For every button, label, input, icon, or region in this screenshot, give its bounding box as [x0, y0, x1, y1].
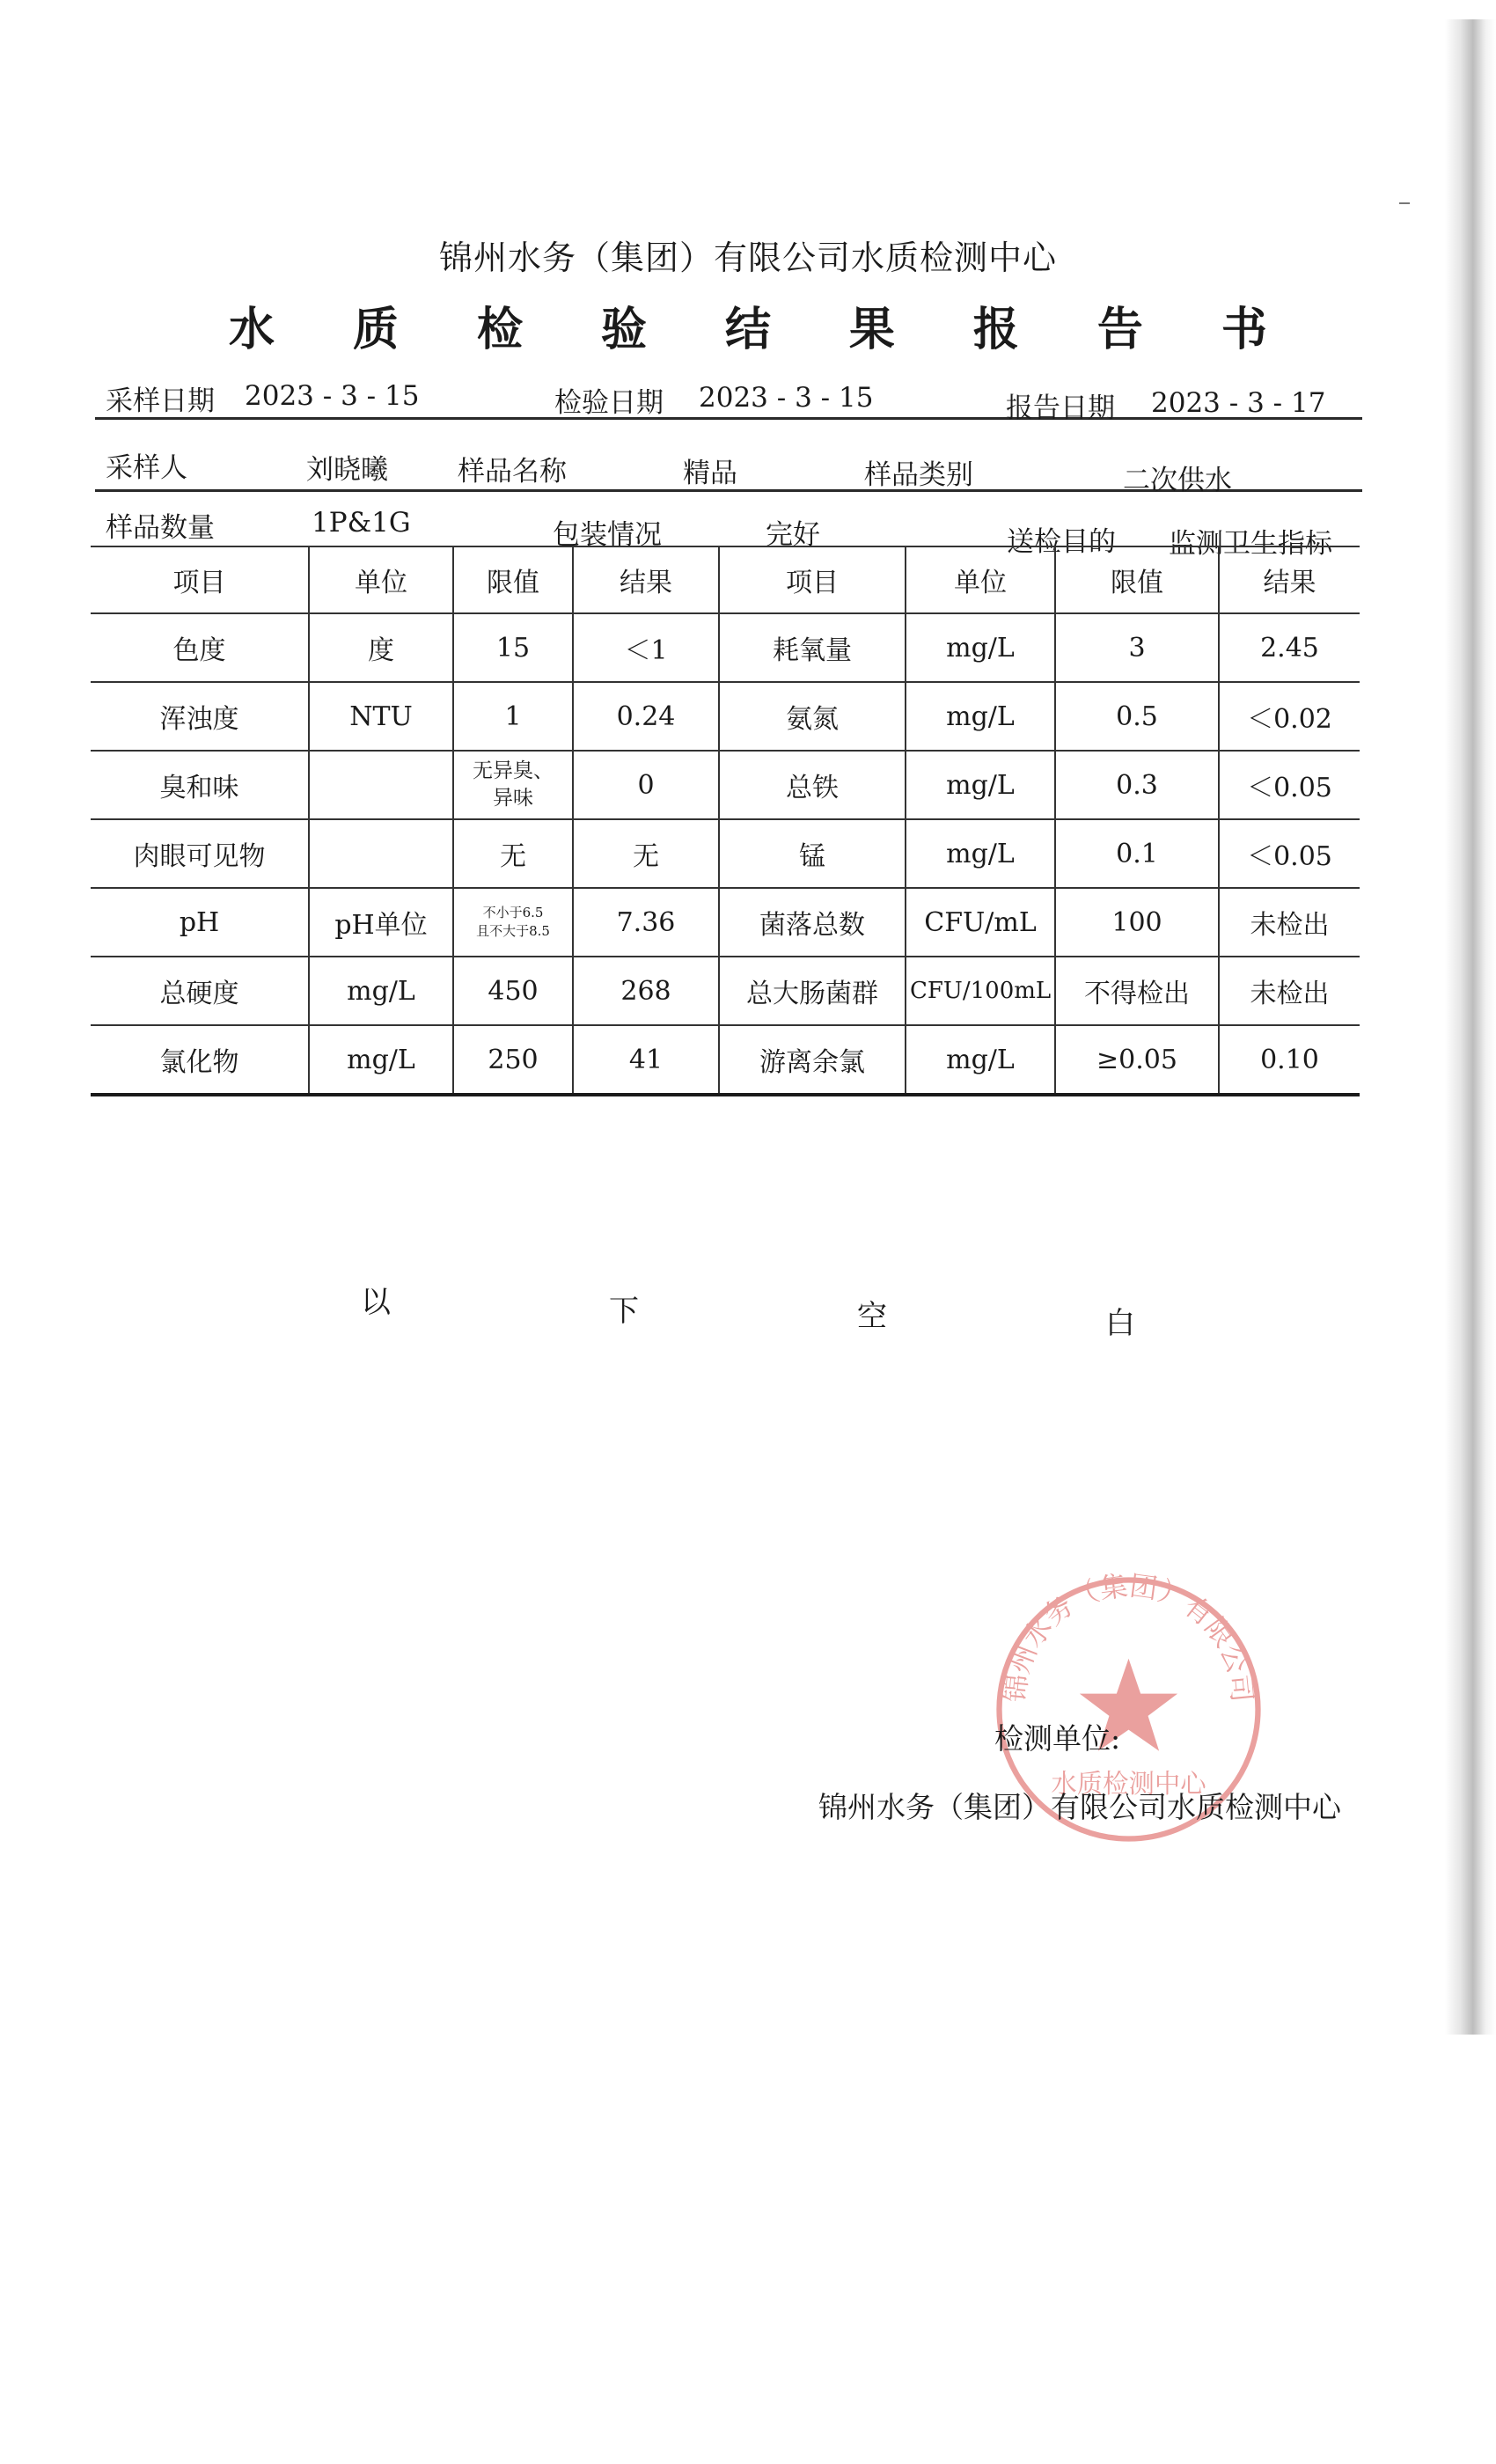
header-item: 项目 — [719, 546, 906, 613]
sample-name-label: 样品名称 — [458, 456, 567, 488]
doc-title-char: 质 — [352, 302, 399, 356]
unit — [309, 819, 453, 888]
item: 总铁 — [719, 751, 906, 819]
limit: 15 — [453, 613, 573, 682]
table-row — [91, 751, 1360, 819]
header-result: 结果 — [573, 546, 719, 613]
result: 无 — [573, 819, 719, 888]
limit: 0.1 — [1055, 819, 1219, 888]
quantity: 1P&1G — [312, 507, 411, 539]
doc-title-char: 水 — [229, 302, 275, 356]
unit: CFU/100mL — [906, 957, 1055, 1025]
unit: mg/L — [309, 1025, 453, 1095]
unit: mg/L — [906, 1025, 1055, 1095]
table-row — [91, 819, 1360, 888]
item: 游离余氯 — [719, 1025, 906, 1095]
doc-title-char: 验 — [600, 302, 647, 356]
quantity-label: 样品数量 — [106, 512, 215, 544]
table-row — [91, 957, 1360, 1025]
result: ＜0.05 — [1219, 819, 1360, 888]
table-row — [91, 1025, 1360, 1095]
packaging-label: 包装情况 — [553, 519, 662, 551]
limit-line: 无异臭、 — [473, 759, 554, 782]
unit: mg/L — [906, 682, 1055, 751]
table-header-row — [91, 546, 1360, 613]
result: ＜0.05 — [1219, 751, 1360, 819]
inspection-date-label: 检验日期 — [554, 387, 664, 419]
unit: mg/L — [906, 819, 1055, 888]
sampling-date: 2023 - 3 - 15 — [245, 380, 420, 412]
limit: 100 — [1055, 888, 1219, 957]
result: 0.10 — [1219, 1025, 1360, 1095]
table-row — [91, 888, 1360, 957]
sampler: 刘晓曦 — [306, 454, 388, 486]
report-date-label: 报告日期 — [1006, 392, 1115, 424]
blank-note — [361, 1278, 1135, 1341]
unit: 度 — [309, 613, 453, 682]
sampling-date-label: 采样日期 — [106, 385, 215, 417]
info-row-package — [95, 498, 1362, 560]
limit: 不得检出 — [1055, 957, 1219, 1025]
header-unit: 单位 — [906, 546, 1055, 613]
doc-title-char: 检 — [476, 302, 523, 356]
sample-name: 精品 — [683, 458, 737, 489]
limit: 250 — [453, 1025, 573, 1095]
info-row-dates — [95, 368, 1362, 424]
unit: mg/L — [309, 957, 453, 1025]
header-result: 结果 — [1219, 546, 1360, 613]
header-item: 项目 — [91, 546, 309, 613]
result: 7.36 — [573, 888, 719, 957]
org-title: 锦州水务（集团）有限公司水质检测中心 — [438, 238, 1057, 277]
result: 0 — [573, 751, 719, 819]
packaging: 完好 — [766, 519, 820, 551]
sample-type: 二次供水 — [1123, 465, 1232, 496]
item: 菌落总数 — [719, 888, 906, 957]
unit: mg/L — [906, 751, 1055, 819]
item: 总大肠菌群 — [719, 957, 906, 1025]
results-table — [91, 546, 1360, 1096]
doc-title — [229, 294, 1267, 356]
header-limit: 限值 — [1055, 546, 1219, 613]
unit: NTU — [309, 682, 453, 751]
limit: ≥0.05 — [1055, 1025, 1219, 1095]
limit-line: 异味 — [493, 787, 533, 810]
scan-mark — [1399, 202, 1410, 204]
item: 锰 — [719, 819, 906, 888]
sample-type-label: 样品类别 — [864, 459, 973, 491]
unit: pH单位 — [309, 888, 453, 957]
unit: CFU/mL — [906, 888, 1055, 957]
result: 0.24 — [573, 682, 719, 751]
limit — [453, 888, 573, 957]
inspection-unit-label: 检测单位: — [994, 1721, 1121, 1756]
doc-title-char: 报 — [972, 302, 1019, 356]
seal-arc-text: 锦州水务（集团）有限公司 — [1000, 1571, 1258, 1704]
header-unit: 单位 — [309, 546, 453, 613]
blank-note-char: 下 — [609, 1294, 639, 1329]
limit: 0.3 — [1055, 751, 1219, 819]
limit: 1 — [453, 682, 573, 751]
result: ＜0.02 — [1219, 682, 1360, 751]
blank-note-char: 空 — [857, 1299, 887, 1334]
item: 臭和味 — [91, 751, 309, 819]
result: 41 — [573, 1025, 719, 1095]
unit: mg/L — [906, 613, 1055, 682]
limit-line: 不小于6.5 — [482, 905, 544, 920]
limit — [453, 751, 573, 819]
item: 总硬度 — [91, 957, 309, 1025]
limit: 0.5 — [1055, 682, 1219, 751]
limit: 450 — [453, 957, 573, 1025]
seal-bottom-text: 水质检测中心 — [1051, 1769, 1206, 1799]
item: 耗氧量 — [719, 613, 906, 682]
purpose: 监测卫生指标 — [1169, 528, 1332, 560]
item: 色度 — [91, 613, 309, 682]
result: ＜1 — [573, 613, 719, 682]
item: 浑浊度 — [91, 682, 309, 751]
item: 氨氮 — [719, 682, 906, 751]
table-row — [91, 613, 1360, 682]
blank-note-char: 以 — [361, 1285, 391, 1320]
purpose-label: 送检目的 — [1007, 526, 1116, 558]
unit — [309, 751, 453, 819]
limit-line: 且不大于8.5 — [476, 923, 550, 939]
limit: 3 — [1055, 613, 1219, 682]
doc-title-char: 果 — [848, 302, 895, 356]
result: 2.45 — [1219, 613, 1360, 682]
blank-note-char: 白 — [1105, 1306, 1135, 1341]
inspection-unit-name: 锦州水务（集团）有限公司水质检测中心 — [818, 1790, 1341, 1824]
doc-title-char: 结 — [724, 302, 771, 356]
item: 肉眼可见物 — [91, 819, 309, 888]
item: pH — [91, 888, 309, 957]
limit: 无 — [453, 819, 573, 888]
doc-title-char: 告 — [1096, 302, 1143, 356]
result: 268 — [573, 957, 719, 1025]
scan-edge-shadow — [1445, 19, 1496, 2035]
item: 氯化物 — [91, 1025, 309, 1095]
sampler-label: 采样人 — [106, 452, 187, 484]
table-row — [91, 682, 1360, 751]
inspection-date: 2023 - 3 - 15 — [699, 382, 874, 414]
report-date: 2023 - 3 - 17 — [1151, 387, 1326, 419]
result: 未检出 — [1219, 888, 1360, 957]
result: 未检出 — [1219, 957, 1360, 1025]
info-row-sample — [95, 440, 1362, 496]
doc-title-char: 书 — [1221, 302, 1267, 356]
header-limit: 限值 — [453, 546, 573, 613]
